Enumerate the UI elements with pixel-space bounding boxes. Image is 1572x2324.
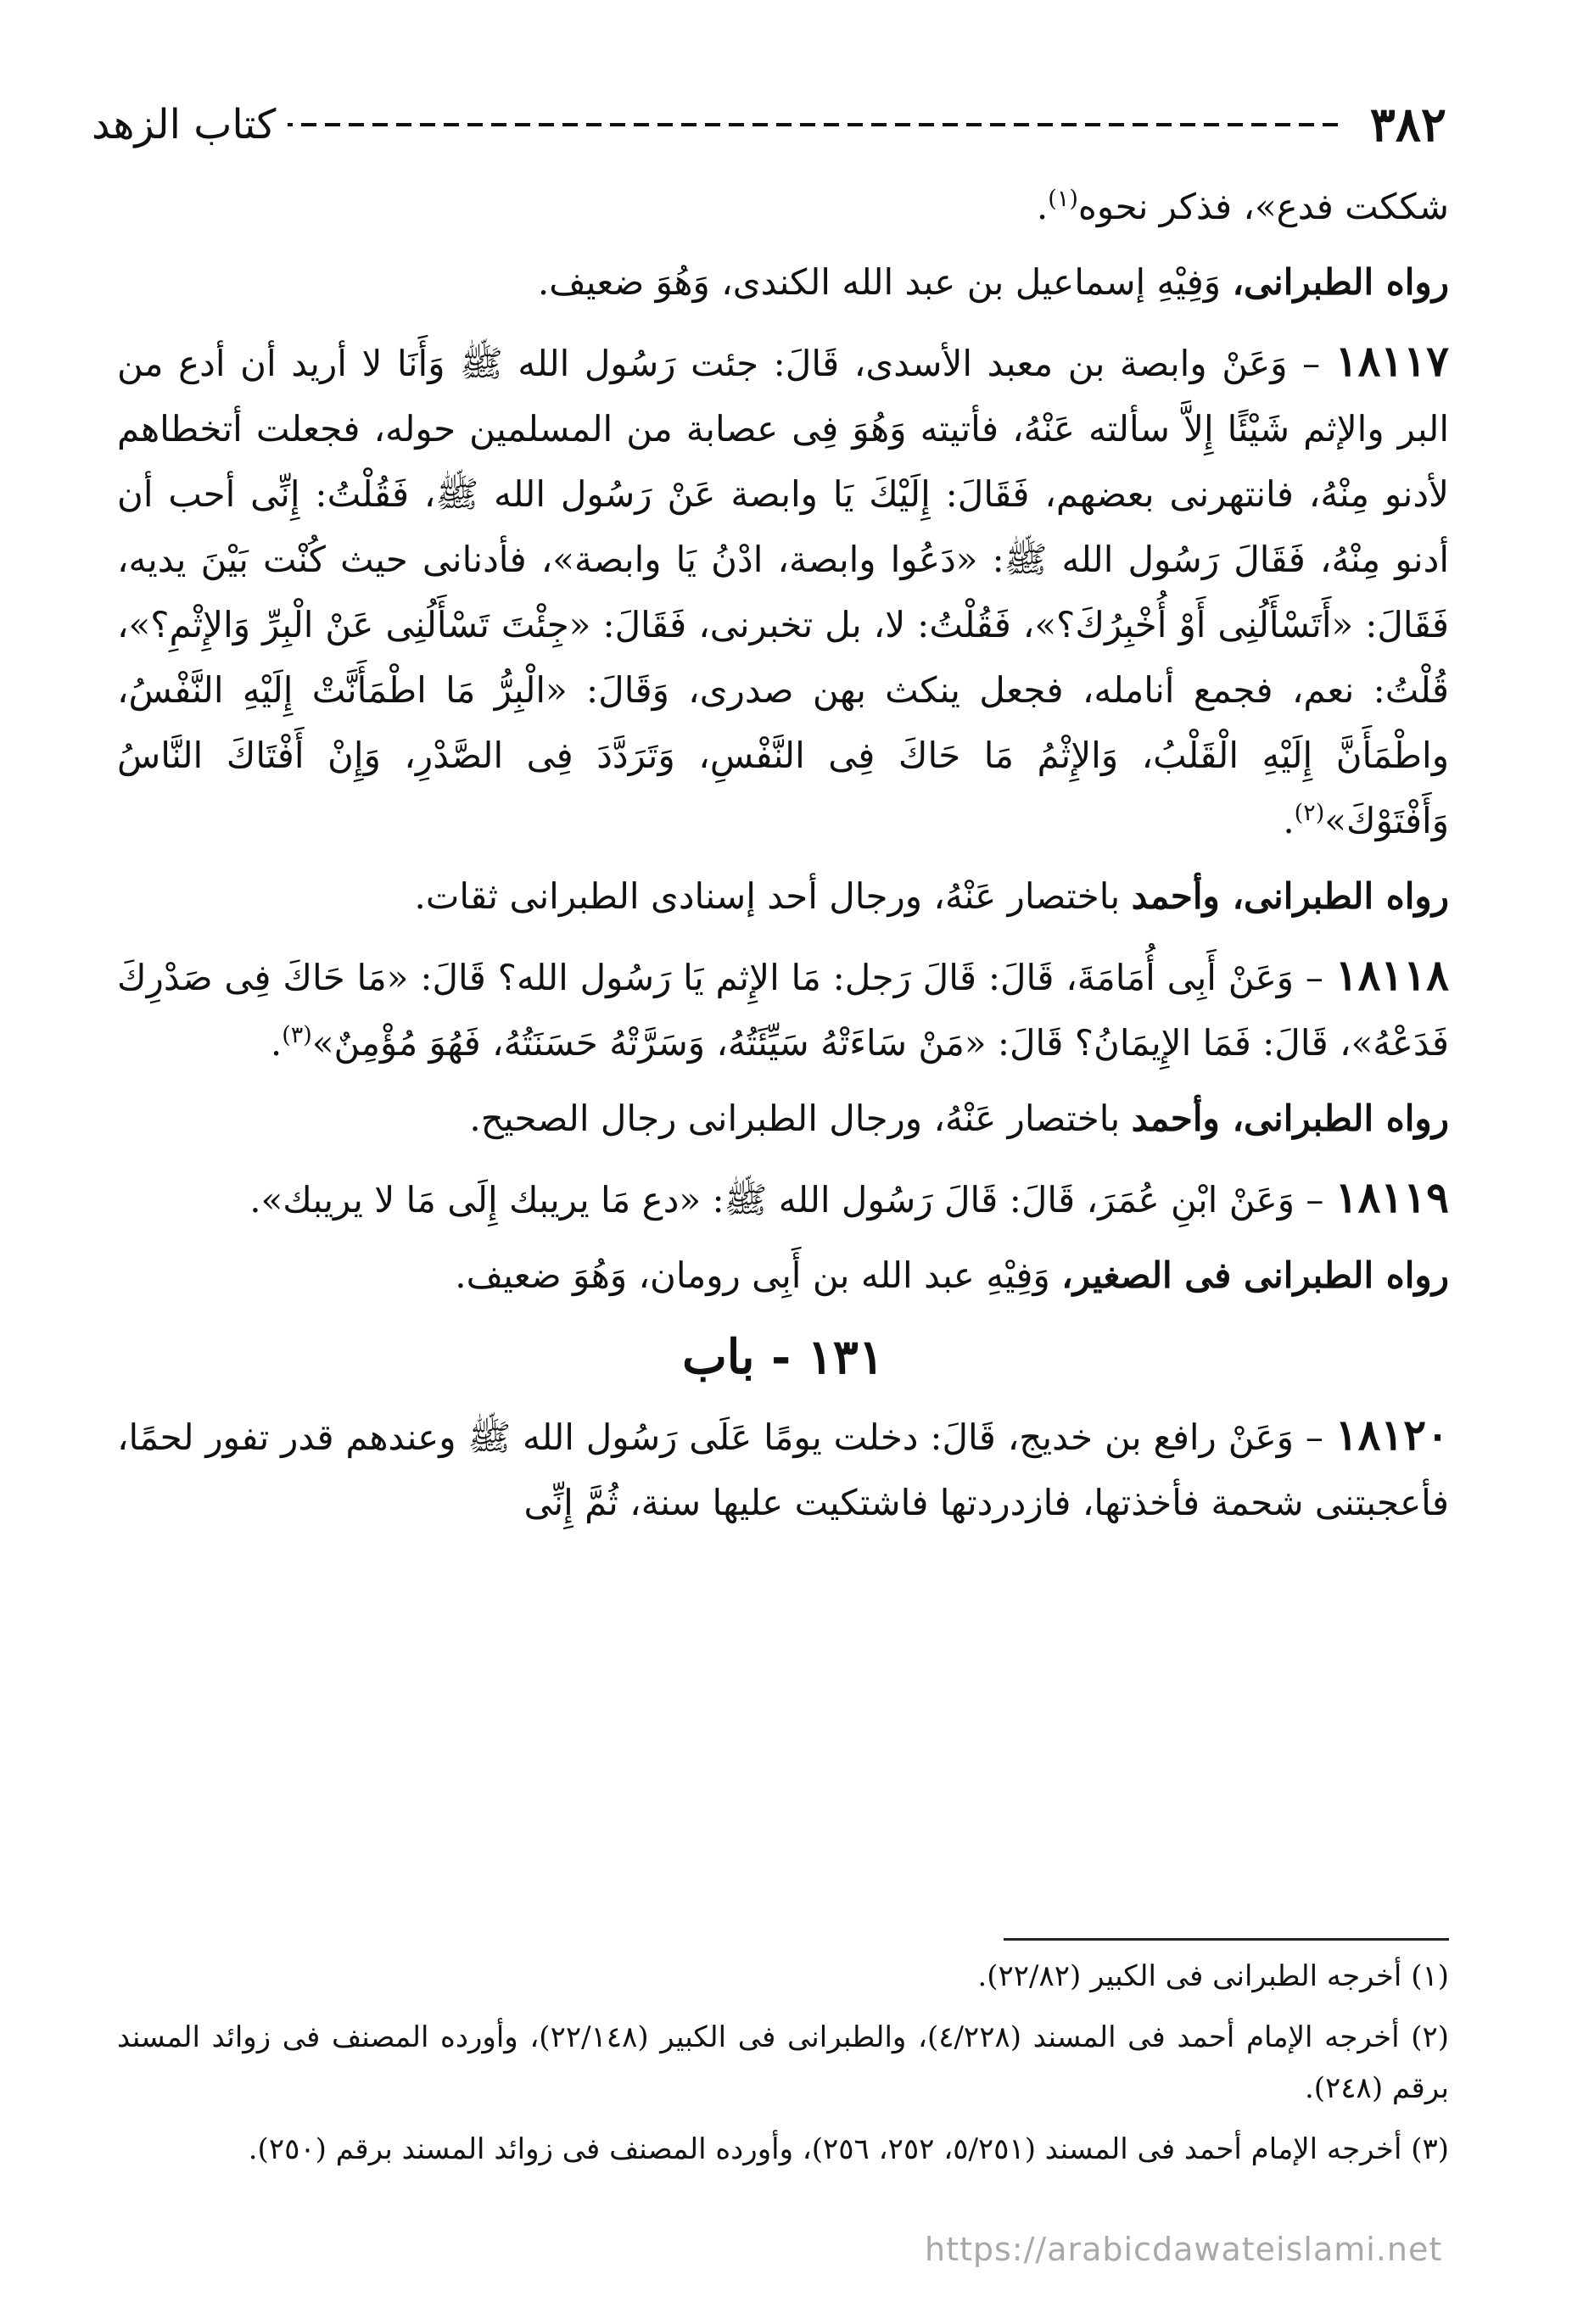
source-lead: رواه الطبرانى، bbox=[1232, 261, 1449, 303]
chapter-heading: ١٣١ - باب bbox=[682, 1329, 884, 1385]
footnote-1: (١) أخرجه الطبرانى فى الكبير (٢٢/٨٢). bbox=[977, 1959, 1449, 1993]
paragraph-continuation bbox=[117, 174, 1449, 239]
source-text: وَفِيْهِ إسماعيل بن عبد الله الكندى، وَهُوَ ضعيف. bbox=[537, 261, 1233, 303]
hadith-text: – وَعَنْ أَبِى أُمَامَةَ، قَالَ: قَالَ رَجل: مَا الإِثم يَا رَسُول الله؟ قَالَ: «مَا حَاكَ فِى صَدْرِكَ فَدَعْهُ»، قَالَ: فَمَا الإِيمَانُ؟ قَالَ: «مَنْ سَاءَتْهُ سَيِّئَتُهُ، وَسَرَّتْهُ حَسَنَتُهُ، فَهُوَ مُؤْمِنٌ» bbox=[117, 957, 1449, 1064]
source-lead: رواه الطبرانى فى الصغير، bbox=[1061, 1254, 1449, 1296]
hadith-number: ١٨١١٧ bbox=[1334, 336, 1449, 386]
footnote-2: (٢) أخرجه الإمام أحمد فى المسند (٤/٢٢٨)، والطبرانى فى الكبير (٢٢/١٤٨)، وأورده المصنف فى زوائد المسند برقم (٢٤٨). bbox=[117, 2020, 1449, 2105]
source-note bbox=[117, 1243, 1449, 1308]
hadith-number: ١٨١١٩ bbox=[1334, 1172, 1449, 1222]
header-divider bbox=[288, 123, 1337, 126]
hadith-18119 bbox=[117, 1165, 1449, 1232]
source-lead: رواه الطبرانى، وأحمد bbox=[1131, 1098, 1449, 1139]
source-text: باختصار عَنْهُ، ورجال الطبرانى رجال الصحيح. bbox=[469, 1098, 1132, 1139]
hadith-text: – وَعَنْ وابصة بن معبد الأسدى، قَالَ: جئت رَسُول الله ﷺ وَأَنَا لا أريد أن أدع من البر والإثم شَيْئًا إِلاَّ سألته عَنْهُ، فأتيته وَهُوَ فِى عصابة من المسلمين حوله، فجعلت أتخطاهم لأدنو مِنْهُ، فانتهرنى بعضهم، فَقَالَ: إِلَيْكَ يَا وابصة عَنْ رَسُول الله ﷺ، فَقُلْتُ: إِنِّى أحب أن أدنو مِنْهُ، فَقَالَ رَسُول الله ﷺ: «دَعُوا وابصة، ادْنُ يَا وابصة»، فأدنانى حيث كُنْت بَيْنَ يديه، فَقَالَ: «أَتَسْأَلُنِى أَوْ أُخْبِرُكَ؟»، فَقُلْتُ: لا، بل تخبرنى، فَقَالَ: «جِئْتَ تَسْأَلُنِى عَنْ الْبِرِّ وَالإِثْمِ؟»، قُلْتُ: نعم، فجمع أنامله، فجعل ينكث بهن صدرى، وَقَالَ: «الْبِرُّ مَا اطْمَأَنَّتْ إِلَيْهِ النَّفْسُ، واطْمَأَنَّ إِلَيْهِ الْقَلْبُ، وَالإِثْمُ مَا حَاكَ فِى النَّفْسِ، وَتَرَدَّدَ فِى الصَّدْرِ، وَإِنْ أَفْتَاكَ النَّاسُ وَأَفْتَوْكَ» bbox=[117, 343, 1449, 841]
source-text: باختصار عَنْهُ، ورجال أحد إسنادى الطبرانى ثقات. bbox=[414, 875, 1132, 917]
footnotes bbox=[117, 1951, 1449, 2185]
hadith-text: – وَعَنْ ابْنِ عُمَرَ، قَالَ: قَالَ رَسُول الله ﷺ: «دع مَا يريبك إِلَى مَا لا يريبك». bbox=[249, 1179, 1335, 1221]
book-title: كتاب الزهد bbox=[92, 101, 277, 148]
hadith-number: ١٨١٢٠ bbox=[1334, 1410, 1449, 1460]
hadith-number: ١٨١١٨ bbox=[1334, 950, 1449, 1000]
footnote-marker: (٣) bbox=[282, 1022, 312, 1048]
source-note bbox=[117, 249, 1449, 315]
main-text bbox=[117, 174, 1449, 1545]
hadith-18118 bbox=[117, 942, 1449, 1075]
paragraph-tail: . bbox=[1036, 186, 1049, 227]
hadith-text: – وَعَنْ رافع بن خديج، قَالَ: دخلت يومًا عَلَى رَسُول الله ﷺ وعندهم قدر تفور لحمًا، فأعجبتنى شحمة فأخذتها، فازدردتها فاشتكيت عليها سنة، ثُمَّ إِنِّى bbox=[117, 1416, 1449, 1523]
watermark-url: https://arabicdawateislami.net bbox=[925, 2231, 1443, 2268]
paragraph-tail: . bbox=[270, 1022, 283, 1064]
paragraph-tail: . bbox=[1283, 800, 1295, 841]
footnote-3: (٣) أخرجه الإمام أحمد فى المسند (٥/٢٥١، ٢٥٢، ٢٥٦)، وأورده المصنف فى زوائد المسند برقم (٢٥٠). bbox=[248, 2132, 1449, 2166]
paragraph-text: شككت فدع»، فذكر نحوه bbox=[1077, 186, 1449, 227]
source-lead: رواه الطبرانى، وأحمد bbox=[1131, 875, 1449, 917]
source-note bbox=[117, 863, 1449, 929]
page-number: ٣٨٢ bbox=[1369, 97, 1446, 153]
source-text: وَفِيْهِ عبد الله بن أَبِى رومان، وَهُوَ ضعيف. bbox=[455, 1254, 1062, 1296]
footnote-marker: (١) bbox=[1048, 186, 1078, 212]
source-note bbox=[117, 1086, 1449, 1151]
footnote-separator bbox=[1004, 1938, 1449, 1941]
footnote-marker: (٢) bbox=[1294, 800, 1325, 826]
hadith-18120 bbox=[117, 1402, 1449, 1535]
page-header bbox=[92, 95, 1446, 154]
hadith-18117 bbox=[117, 328, 1449, 853]
